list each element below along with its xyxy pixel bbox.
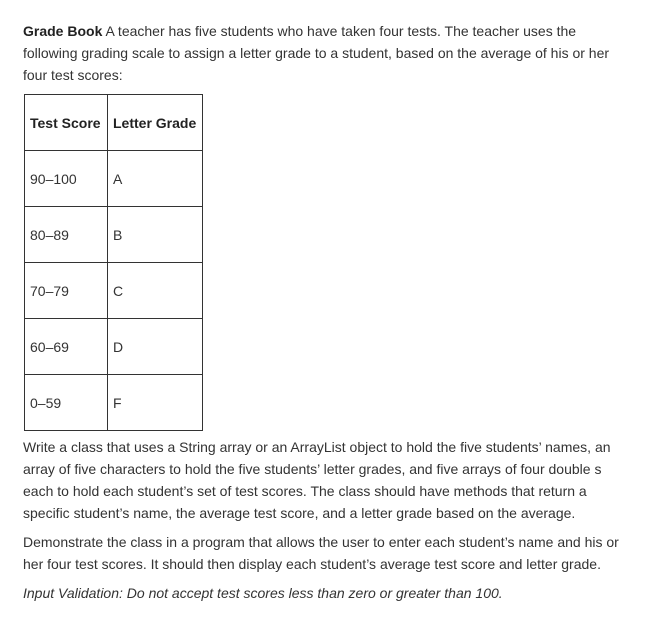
cell-test-score: 90–100: [25, 151, 108, 207]
cell-letter-grade: A: [108, 151, 203, 207]
table-row: [25, 375, 203, 431]
class-description-paragraph: Write a class that uses a String array or an ArrayList object to hold the five students’ names, an array of five characters to hold the five students’ letter grades, and five arrays of four double s each to hold each student’s set of test scores. The class should have methods that return a specific student’s name, the average test score, and a letter grade based on the average.: [23, 439, 611, 521]
table-row: [25, 263, 203, 319]
problem-title: Grade Book: [23, 23, 103, 39]
input-validation-note: Input Validation: Do not accept test scores less than zero or greater than 100.: [23, 585, 503, 601]
intro-paragraph: [23, 20, 631, 86]
cell-letter-grade: D: [108, 319, 203, 375]
demonstration-paragraph: Demonstrate the class in a program that allows the user to enter each student’s name and his or her four test scores. It should then display each student’s average test score and letter grade.: [23, 534, 619, 572]
intro-text: A teacher has five students who have taken four tests. The teacher uses the following grading scale to assign a letter grade to a student, based on the average of his or her four test scores:: [23, 23, 610, 83]
header-letter-grade: Letter Grade: [108, 95, 203, 151]
cell-test-score: 80–89: [25, 207, 108, 263]
table-header-row: [25, 95, 203, 151]
table-row: [25, 319, 203, 375]
cell-test-score: 70–79: [25, 263, 108, 319]
grading-scale-table: [24, 94, 203, 431]
cell-test-score: 60–69: [25, 319, 108, 375]
cell-letter-grade: F: [108, 375, 203, 431]
header-test-score: Test Score: [25, 95, 108, 151]
cell-letter-grade: C: [108, 263, 203, 319]
table-row: [25, 151, 203, 207]
cell-test-score: 0–59: [25, 375, 108, 431]
table-row: [25, 207, 203, 263]
cell-letter-grade: B: [108, 207, 203, 263]
